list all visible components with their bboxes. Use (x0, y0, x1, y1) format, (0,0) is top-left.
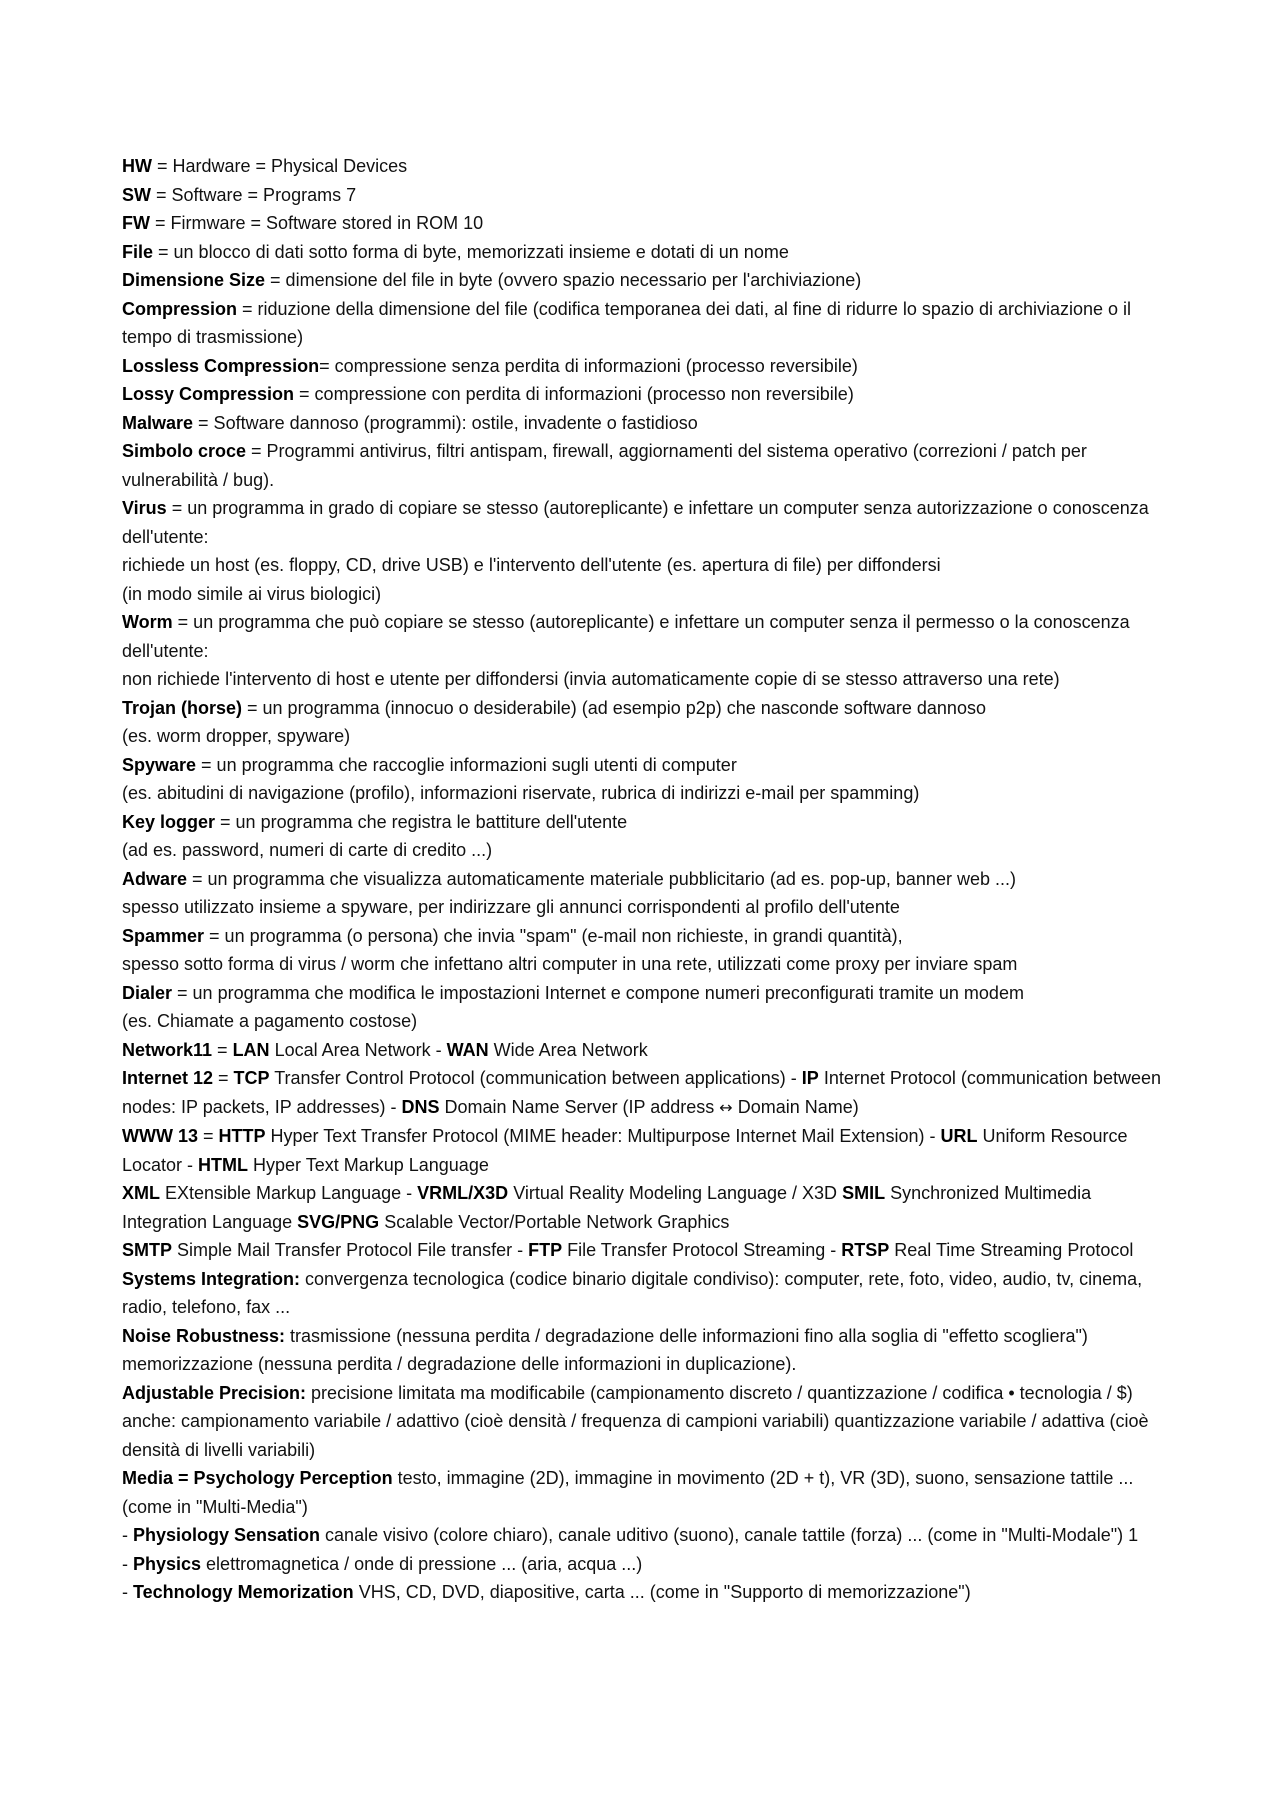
text-run: = Hardware = Physical Devices (152, 156, 408, 176)
paragraph (122, 209, 1162, 238)
text-run: Real Time Streaming Protocol (889, 1240, 1134, 1260)
term-label: IP (801, 1068, 819, 1088)
text-run: (es. abitudini di navigazione (profilo), informazioni riservate, rubrica di indirizzi e-mail per spamming) (122, 783, 920, 803)
paragraph (122, 409, 1162, 438)
term-label: XML (122, 1183, 160, 1203)
text-run: testo, immagine (2D), immagine in movimento (2D + t), VR (3D), suono, sensazione tattile ... (come in "Multi-Media") (122, 1468, 1134, 1517)
text-run: canale visivo (colore chiaro), canale uditivo (suono), canale tattile (forza) ... (come in "Multi-Modale") 1 (320, 1525, 1139, 1545)
paragraph (122, 808, 1162, 837)
paragraph (122, 352, 1162, 381)
text-run: elettromagnetica / onde di pressione ... (aria, acqua ...) (201, 1553, 643, 1574)
term-label: TCP (233, 1068, 270, 1088)
term-label: Physiology Sensation (133, 1525, 321, 1545)
term-label: SW (122, 184, 151, 205)
text-run: = (213, 1068, 234, 1088)
text-run: Simple Mail Transfer Protocol File transfer - (172, 1240, 529, 1260)
paragraph (122, 580, 1162, 609)
paragraph (122, 1236, 1162, 1265)
paragraph (122, 779, 1162, 808)
paragraph (122, 1464, 1162, 1521)
term-label: Spyware (122, 754, 197, 775)
text-run: = (198, 1126, 219, 1146)
text-run: spesso utilizzato insieme a spyware, per indirizzare gli annunci corrispondenti al profilo dell'utente (122, 897, 900, 917)
paragraph (122, 295, 1162, 352)
text-run: = riduzione della dimensione del file (codifica temporanea dei dati, al fine di ridurre lo spazio di archiviazione o il tempo di trasmissione) (122, 298, 1132, 347)
term-label: DNS (401, 1096, 440, 1117)
term-label: HTML (198, 1154, 249, 1175)
term-label: Noise Robustness: (122, 1325, 286, 1346)
text-run: = Software dannoso (programmi): ostile, invadente o fastidioso (193, 412, 698, 433)
paragraph (122, 608, 1162, 665)
term-label: Adware (122, 868, 188, 889)
term-label: WWW 13 (122, 1126, 198, 1146)
paragraph (122, 238, 1162, 267)
term-label: RTSP (841, 1240, 890, 1260)
paragraph (122, 1122, 1162, 1179)
text-run: File Transfer Protocol Streaming - (562, 1240, 842, 1260)
text-run: trasmissione (nessuna perdita / degradazione delle informazioni fino alla soglia di "effetto scogliera") memorizzazione (nessuna perdita / degradazione delle informazioni in duplicazione). (122, 1325, 1088, 1374)
term-label: Media = Psychology Perception (122, 1468, 393, 1488)
paragraph (122, 266, 1162, 295)
paragraph (122, 1521, 1162, 1550)
text-run: = un programma che visualizza automaticamente materiale pubblicitario (ad es. pop-up, banner web ...) (187, 868, 1016, 889)
paragraph (122, 1550, 1162, 1579)
text-run: Internet Protocol (communication between nodes: IP packets, IP addresses) - (122, 1068, 1161, 1117)
term-label: Virus (122, 498, 167, 518)
term-label: Adjustable Precision: (122, 1382, 307, 1403)
term-label: Key logger (122, 811, 216, 832)
paragraph (122, 979, 1162, 1008)
text-run: = Programmi antivirus, filtri antispam, firewall, aggiornamenti del sistema operativo (correzioni / patch per vulnerabilità / bug). (122, 441, 1087, 490)
document-body (122, 152, 1162, 1607)
paragraph (122, 893, 1162, 922)
term-label: Lossy Compression (122, 384, 295, 404)
paragraph (122, 1007, 1162, 1036)
text-run: (es. worm dropper, spyware) (122, 726, 351, 746)
term-label: Dialer (122, 982, 173, 1003)
text-run: = un programma che raccoglie informazioni sugli utenti di computer (196, 754, 737, 775)
paragraph (122, 437, 1162, 494)
text-run: Local Area Network - (269, 1039, 447, 1060)
text-run: = (212, 1039, 233, 1060)
term-label: Internet 12 (122, 1068, 214, 1088)
text-run: = Firmware = Software stored in ROM 10 (149, 213, 484, 233)
term-label: VRML/X3D (417, 1183, 509, 1203)
term-label: Worm (122, 612, 173, 632)
term-label: SMIL (842, 1183, 886, 1203)
text-run: non richiede l'intervento di host e utente per diffondersi (invia automaticamente copie di se stesso attraverso una rete) (122, 669, 1060, 689)
term-label: Dimensione Size (122, 270, 266, 290)
term-label: FTP (528, 1240, 563, 1260)
double-arrow-icon: ↔ (719, 1097, 733, 1117)
text-run: Scalable Vector/Portable Network Graphics (379, 1211, 730, 1232)
text-run: = Software = Programs 7 (151, 184, 357, 205)
text-run: = un blocco di dati sotto forma di byte, memorizzati insieme e dotati di un nome (153, 241, 789, 262)
text-run: Domain Name) (732, 1096, 859, 1117)
text-run: Hyper Text Markup Language (248, 1154, 489, 1175)
text-run: = compressione senza perdita di informazioni (processo reversibile) (319, 355, 858, 376)
term-label: SVG/PNG (297, 1211, 380, 1232)
paragraph (122, 1322, 1162, 1379)
text-run: = compressione con perdita di informazioni (processo non reversibile) (294, 384, 854, 404)
paragraph (122, 494, 1162, 551)
paragraph (122, 152, 1162, 181)
paragraph (122, 950, 1162, 979)
text-run: = un programma in grado di copiare se stesso (autoreplicante) e infettare un computer senza autorizzazione o conoscenza dell'utente: (122, 498, 1149, 547)
term-label: Lossless Compression (122, 355, 320, 376)
term-label: HW (122, 156, 152, 176)
text-run: EXtensible Markup Language - (160, 1183, 418, 1203)
paragraph (122, 694, 1162, 723)
text-run: richiede un host (es. floppy, CD, drive USB) e l'intervento dell'utente (es. apertura di file) per diffondersi (122, 555, 941, 575)
text-run: VHS, CD, DVD, diapositive, carta ... (come in "Supporto di memorizzazione") (353, 1582, 971, 1602)
text-run: = dimensione del file in byte (ovvero spazio necessario per l'archiviazione) (265, 270, 862, 290)
term-label: Trojan (horse) (122, 697, 243, 718)
term-label: Technology Memorization (133, 1582, 354, 1602)
paragraph (122, 380, 1162, 409)
text-run: - (122, 1525, 133, 1545)
term-label: Simbolo croce (122, 441, 247, 461)
text-run: (ad es. password, numeri di carte di credito ...) (122, 840, 493, 860)
term-label: FW (122, 213, 150, 233)
paragraph (122, 1578, 1162, 1607)
term-label: WAN (446, 1039, 489, 1060)
term-label: Systems Integration: (122, 1268, 301, 1289)
paragraph (122, 922, 1162, 951)
text-run: = un programma (innocuo o desiderabile) (ad esempio p2p) che nasconde software dannoso (242, 697, 986, 718)
text-run: Wide Area Network (488, 1039, 648, 1060)
text-run: precisione limitata ma modificabile (campionamento discreto / quantizzazione / codifica • tecnologia / $) anche: campionamento variabile / adattivo (cioè densità / frequenza di campioni variabili) quantizzazione variabile / adattiva (cioè densità di livelli variabili) (122, 1382, 1149, 1460)
term-label: LAN (232, 1039, 270, 1060)
paragraph (122, 1179, 1162, 1236)
text-run: (es. Chiamate a pagamento costose) (122, 1011, 418, 1031)
term-label: Compression (122, 298, 238, 319)
term-label: HTTP (218, 1126, 266, 1146)
paragraph (122, 1265, 1162, 1322)
term-label: Spammer (122, 925, 205, 946)
text-run: Domain Name Server (IP address (439, 1096, 720, 1117)
paragraph (122, 1064, 1162, 1122)
paragraph (122, 665, 1162, 694)
term-label: File (122, 241, 154, 262)
text-run: = un programma (o persona) che invia "spam" (e-mail non richieste, in grandi quantità), (204, 925, 903, 946)
text-run: Synchronized Multimedia Integration Language (122, 1183, 1092, 1232)
text-run: = un programma che può copiare se stesso (autoreplicante) e infettare un computer senza il permesso o la conoscenza dell'utente: (122, 612, 1130, 661)
paragraph (122, 1379, 1162, 1465)
paragraph (122, 551, 1162, 580)
term-label: SMTP (122, 1240, 173, 1260)
text-run: (in modo simile ai virus biologici) (122, 583, 382, 604)
text-run: Hyper Text Transfer Protocol (MIME header: Multipurpose Internet Mail Extension) - (265, 1126, 941, 1146)
paragraph (122, 1036, 1162, 1065)
paragraph (122, 751, 1162, 780)
text-run: - (122, 1582, 133, 1602)
paragraph (122, 865, 1162, 894)
text-run: convergenza tecnologica (codice binario digitale condiviso): computer, rete, foto, video, audio, tv, cinema, radio, telefono, fax ... (122, 1268, 1143, 1317)
term-label: URL (940, 1126, 978, 1146)
text-run: Transfer Control Protocol (communication between applications) - (269, 1068, 802, 1088)
text-run: = un programma che modifica le impostazioni Internet e compone numeri preconfigurati tramite un modem (172, 982, 1024, 1003)
paragraph (122, 722, 1162, 751)
term-label: Network11 (122, 1039, 213, 1060)
text-run: spesso sotto forma di virus / worm che infettano altri computer in una rete, utilizzati come proxy per inviare spam (122, 954, 1018, 974)
paragraph (122, 181, 1162, 210)
text-run: - (122, 1553, 133, 1574)
paragraph (122, 836, 1162, 865)
text-run: Virtual Reality Modeling Language / X3D (508, 1183, 843, 1203)
term-label: Physics (133, 1553, 202, 1574)
text-run: = un programma che registra le battiture dell'utente (215, 811, 628, 832)
text-run: Uniform Resource Locator - (122, 1126, 1128, 1175)
term-label: Malware (122, 412, 194, 433)
